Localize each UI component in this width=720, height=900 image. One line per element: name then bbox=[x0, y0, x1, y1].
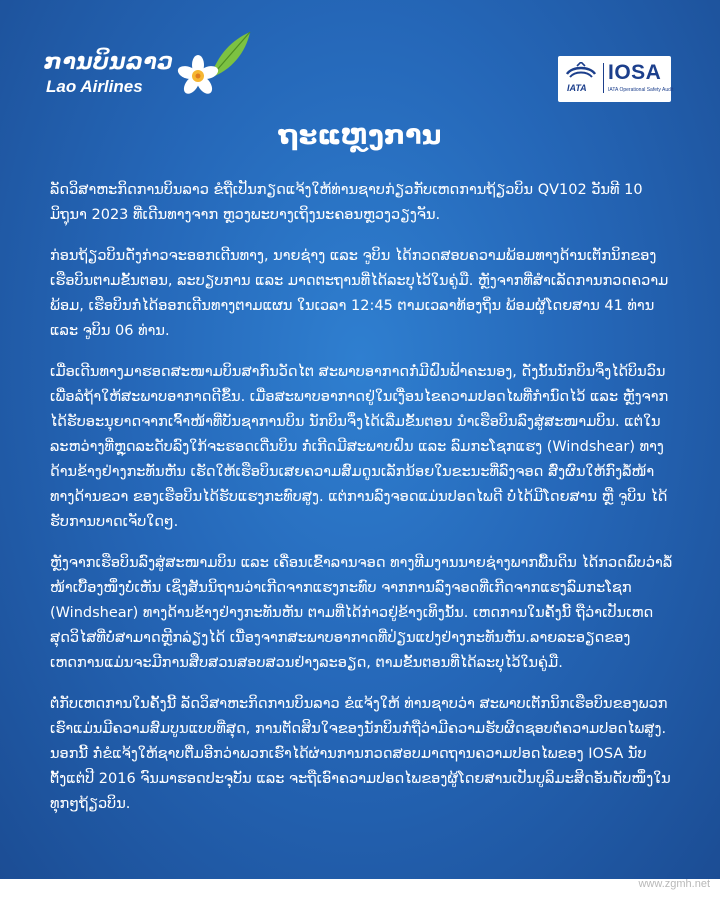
paragraph-4: ຫຼັງຈາກເຮືອບິນລົງສູ່ສະໜາມບິນ ແລະ ເຄື່ອນເຂົ້າລານຈອດ ທາງທີມງານນາຍຊ່າງພາກພື້ນດິນ ໄດ້ກວດພົບວ່າລໍ້ໜ້າເບື້ອງໜຶ່ງບໍ່ເຫັນ ເຊິ່ງສັນນິຖານວ່າເກີດຈາກແຮງກະທົບ ຈາກການລົງຈອດທີ່ເກີດຈາກແຮງລົມກະໂຊກ (Windshear) ທາງດ້ານຂ້າງຢ່າງກະທັນຫັນ ຕາມທີ່ໄດ້ກ່າວຢູ່ຂ້າງເທິງນັ້ນ. ເຫດການໃນຄັ້ງນີ້ ຖືວ່າເປັນເຫດສຸດວິໄສທີ່ບໍ່ສາມາດຫຼີກລ່ຽງໄດ້ ເນື່ອງຈາກສະພາບອາກາດທີ່ປ່ຽນແປງຢ່າງກະທັນຫັນ.ລາຍລະອຽດຂອງເຫດການແມ່ນຈະມີການສືບສວນສອບສວນຢ່າງລະອຽດ, ຕາມຂັ້ນຕອນທີ່ໄດ້ລະບຸໄວ້ໃນຄູ່ມື. bbox=[50, 555, 673, 671]
badge-divider bbox=[603, 63, 604, 93]
paragraph-5: ຕໍ່ກັບເຫດການໃນຄັ້ງນີ້ ລັດວິສາຫະກິດການບິນລາວ ຂໍແຈ້ງໃຫ້ ທ່ານຊາບວ່າ ສະພາບເຕັກນິກເຮືອບິນຂອງພວກເຮົາແມ່ນມີຄວາມສົມບູນແບບທີ່ສຸດ, ການຕັດສິນໃຈຂອງນັກບິນກໍ່ຖືວ່າມີຄວາມຮັບຜິດຊອບຕໍ່ຄວາມປອດໄພສູງ. ນອກນີ້ ກໍ່ຂໍແຈ້ງໃຫ້ຊາບຕື່ມອີກວ່າພວກເຮົາໄດ້ຜ່ານການກວດສອບມາດຖານຄວາມປອດໄພຂອງ IOSA ນັບຕັ້ງແຕ່ປີ 2016 ຈົນມາຮອດປະຈຸບັນ ແລະ ຈະຖືເອົາຄວາມປອດໄພຂອງຜູ້ໂດຍສານເປັນບູລິມະສິດອັນດັບໜຶ່ງໃນທຸກໆຖ້ຽວບິນ. bbox=[50, 696, 671, 812]
document-title: ຖະແຫຼງການ bbox=[278, 120, 442, 151]
iosa-label: IOSA bbox=[608, 61, 662, 84]
iata-label: IATA bbox=[567, 83, 587, 93]
champa-flower-icon bbox=[170, 32, 252, 102]
site-watermark: www.zgmh.net bbox=[638, 878, 710, 890]
lao-airlines-logo bbox=[42, 32, 262, 102]
iosa-subtitle: IATA Operational Safety Audit bbox=[608, 87, 674, 93]
bottom-strip bbox=[0, 879, 720, 900]
iata-globe-icon bbox=[564, 62, 598, 84]
paragraph-2: ກ່ອນຖ້ຽວບິນດັ່ງກ່າວຈະອອກເດີນທາງ, ນາຍຊ່າງ ແລະ ຈູບິນ ໄດ້ກວດສອບຄວາມພ້ອມທາງດ້ານເຕັກນິກຂອງເຮືອບິນຕາມຂັ້ນຕອນ, ລະບຽບການ ແລະ ມາດຕະຖານທີ່ໄດ້ລະບຸໄວ້ໃນຄູ່ມື. ຫຼັງຈາກທີ່ສຳເລັດການກວດຄວາມພ້ອມ, ເຮືອບິນກໍ່ໄດ້ອອກເດີນທາງຕາມແຜນ ໃນເວລາ 12:45 ຕາມເວລາທ້ອງຖິ່ນ ພ້ອມຜູ້ໂດຍສານ 41 ທ່ານ ແລະ ຈູບິນ 06 ທ່ານ. bbox=[50, 248, 669, 339]
paragraph-3: ເມື່ອເດີນທາງມາຮອດສະໜາມບິນສາກົນວັດໄຕ ສະພາບອາກາດກໍ່ມີຝົນຟ້າຄະນອງ, ດັ່ງນັ້ນນັກບິນຈຶ່ງໄດ້ບິນວົນເພື່ອລໍຖ້າໃຫ້ສະພາບອາກາດດີຂຶ້ນ. ເມື່ອສະພາບອາກາດຢູ່ໃນເງື່ອນໄຂຄວາມປອດໄພທີ່ກຳນົດໄວ້ ແລະ ຫຼັງຈາກໄດ້ຮັບອະນຸຍາດຈາກເຈົ້າໜ້າທີ່ບັນຊາການບິນ ນັກບິນຈຶ່ງໄດ້ເລີ່ມຂັ້ນຕອນ ນຳເຮືອບິນລົງສູ່ສະໜາມບິນ. ແຕ່ໃນລະຫວ່າງທີ່ຫຼຸດລະດັບລົງໃກ້ຈະຮອດເດີ່ນບິນ ກໍ່ເກີດມີສະພາບຝົນ ແລະ ລົມກະໂຊກແຮງ (Windshear) ທາງດ້ານຂ້າງຢ່າງກະທັນຫັນ ເຮັດໃຫ້ເຮືອບິນເສຍຄວາມສົມດູນເລັກນ້ອຍໃນຂະນະທີ່ລົງຈອດ ສົ່ງຜົນໃຫ້ກົງລໍ້ໜ້າທາງດ້ານຂວາ ຂອງເຮືອບິນໄດ້ຮັບແຮງກະທົບສູງ. ແຕ່ການລົງຈອດແມ່ນປອດໄພດີ ບໍ່ໄດ້ມີໂດຍສານ ຫຼື ຈູບິນ ໄດ້ຮັບການບາດເຈັບໃດໆ. bbox=[50, 364, 669, 530]
logo-english-text: Lao Airlines bbox=[46, 77, 143, 96]
statement-body bbox=[50, 178, 678, 833]
paragraph-1: ລັດວິສາຫະກິດການບິນລາວ ຂໍຖືເປັນກຽດແຈ້ງໃຫ້ທ່ານຊາບກ່ຽວກັບເຫດການຖ້ຽວບິນ QV102 ວັນທີ 10 ມິຖຸນາ 2023 ທີ່ເດີນທາງຈາກ ຫຼວງພະບາງເຖິງນະຄອນຫຼວງວຽງຈັນ. bbox=[50, 182, 643, 223]
logo-lao-text: ການບິນລາວ bbox=[44, 50, 174, 75]
iata-iosa-badge bbox=[558, 56, 674, 102]
